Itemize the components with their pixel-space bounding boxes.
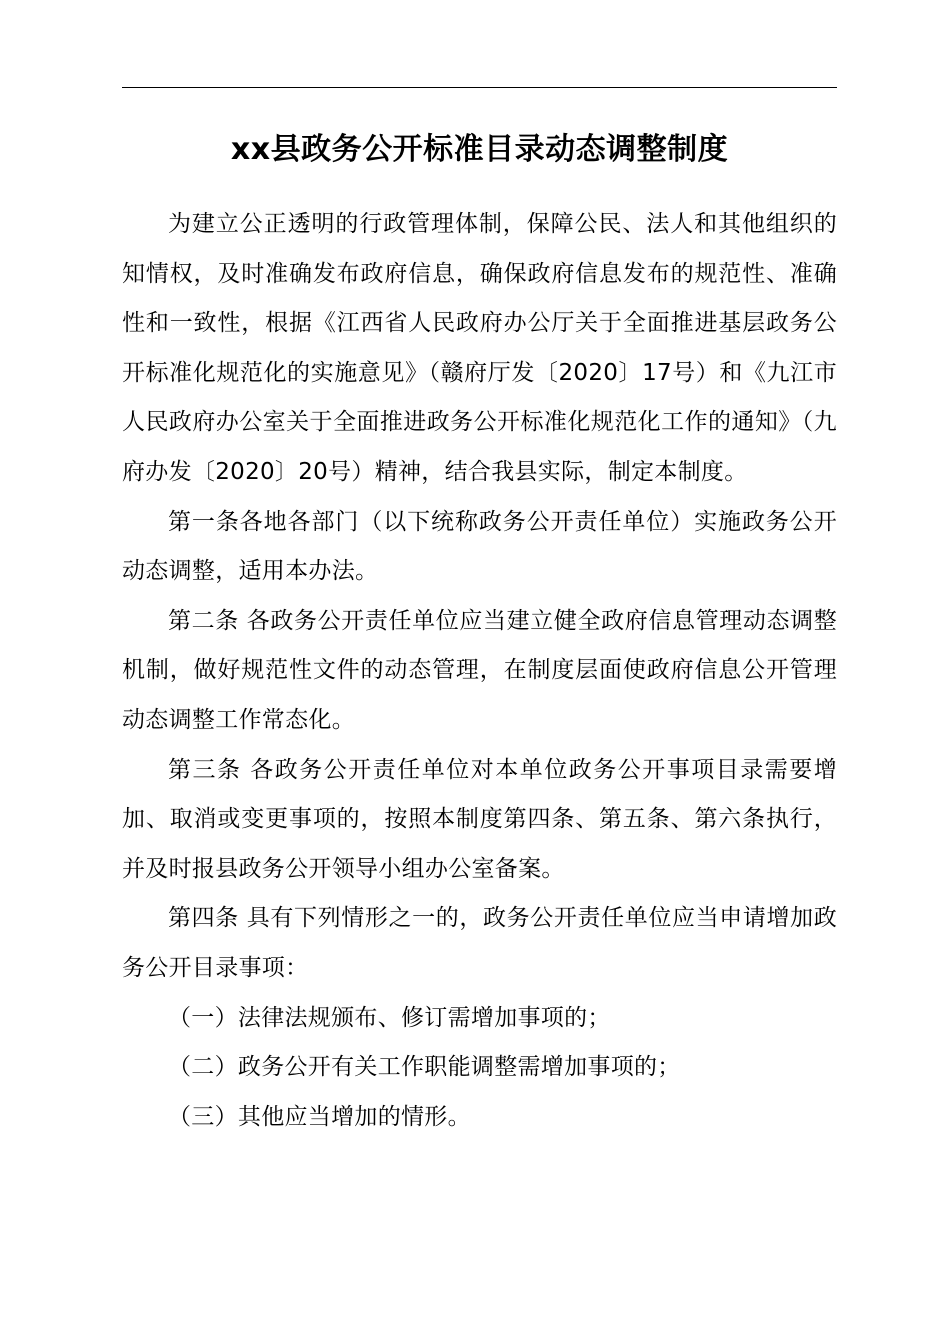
header-rule	[122, 87, 837, 88]
article-1-paragraph: 第一条各地各部门（以下统称政务公开责任单位）实施政务公开动态调整，适用本办法。	[122, 508, 837, 585]
article-4-item-3: （三）其他应当增加的情形。	[168, 1103, 471, 1130]
document-body	[122, 200, 837, 1142]
article-2-paragraph: 第二条 各政务公开责任单位应当建立健全政府信息管理动态调整机制，做好规范性文件的动态管理，在制度层面使政府信息公开管理动态调整工作常态化。	[122, 607, 837, 733]
document-title: xx县政务公开标准目录动态调整制度	[230, 132, 729, 167]
preamble-paragraph: 为建立公正透明的行政管理体制，保障公民、法人和其他组织的知情权，及时准确发布政府信息，确保政府信息发布的规范性、准确性和一致性，根据《江西省人民政府办公厅关于全面推进基层政务公开标准化规范化的实施意见》（赣府厅发〔2020〕17号）和《九江市人民政府办公室关于全面推进政务公开标准化规范化工作的通知》（九府办发〔2020〕20号）精神，结合我县实际，制定本制度。	[122, 211, 837, 485]
article-4-item-2: （二）政务公开有关工作职能调整需增加事项的；	[168, 1054, 681, 1081]
article-4-item-1: （一）法律法规颁布、修订需增加事项的；	[168, 1004, 611, 1031]
article-3-paragraph: 第三条 各政务公开责任单位对本单位政务公开事项目录需要增加、取消或变更事项的，按照本制度第四条、第五条、第六条执行，并及时报县政务公开领导小组办公室备案。	[122, 756, 837, 882]
article-4-paragraph: 第四条 具有下列情形之一的，政务公开责任单位应当申请增加政务公开目录事项：	[122, 905, 837, 981]
